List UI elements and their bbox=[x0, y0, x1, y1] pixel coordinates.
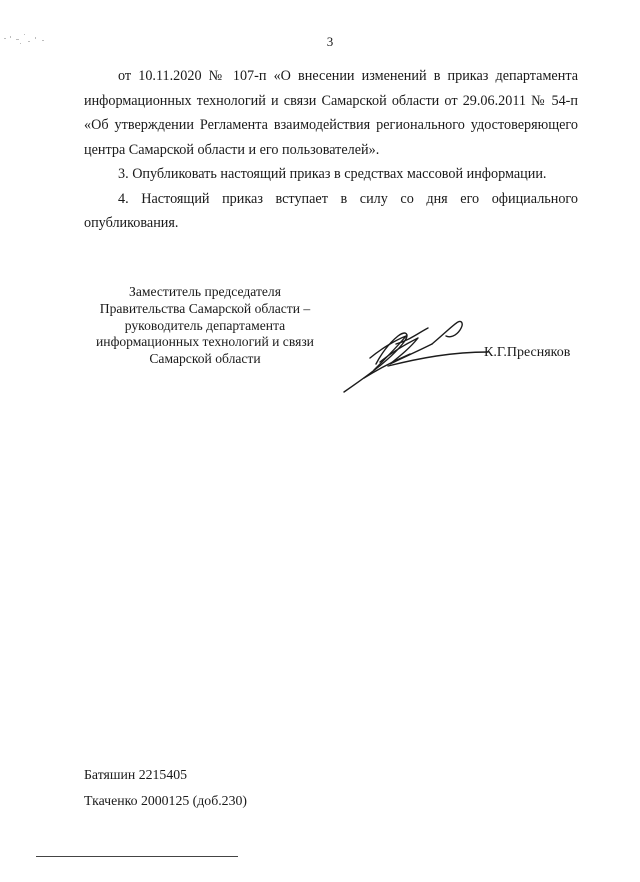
contacts bbox=[84, 762, 247, 814]
signatory-position-line: Правительства Самарской области – bbox=[99, 300, 311, 316]
contact-line: Батяшин 2215405 bbox=[84, 767, 188, 782]
signatory-position-line: информационных технологий и связи bbox=[96, 334, 314, 350]
signatory-position-line: Заместитель председателя bbox=[129, 284, 281, 299]
paragraph-item-4: 4. Настоящий приказ вступает в силу со дня его официального опубликования. bbox=[84, 190, 578, 231]
document-body bbox=[84, 64, 578, 236]
page-number: 3 bbox=[326, 34, 334, 49]
handwritten-signature bbox=[340, 318, 490, 398]
contact-line: Ткаченко 2000125 (доб.230) bbox=[84, 793, 247, 808]
footer-divider bbox=[36, 856, 238, 857]
signatory-position-line: Самарской области bbox=[149, 351, 261, 367]
paragraph-continuation: от 10.11.2020 № 107-п «О внесении изменений в приказ департамента информационных технологий и связи Самарской области от 29.06.2011 № 54-п «Об утверждении Регламента взаимодействия регионального удостоверяющего центра Самарской области и его пользователей». bbox=[84, 68, 578, 158]
paragraph-item-3: 3. Опубликовать настоящий приказ в средствах массовой информации. bbox=[118, 166, 547, 182]
signatory-name: К.Г.Пресняков bbox=[484, 345, 571, 360]
signatory-position bbox=[60, 284, 350, 368]
signatory-position-line: руководитель департамента bbox=[124, 317, 286, 333]
